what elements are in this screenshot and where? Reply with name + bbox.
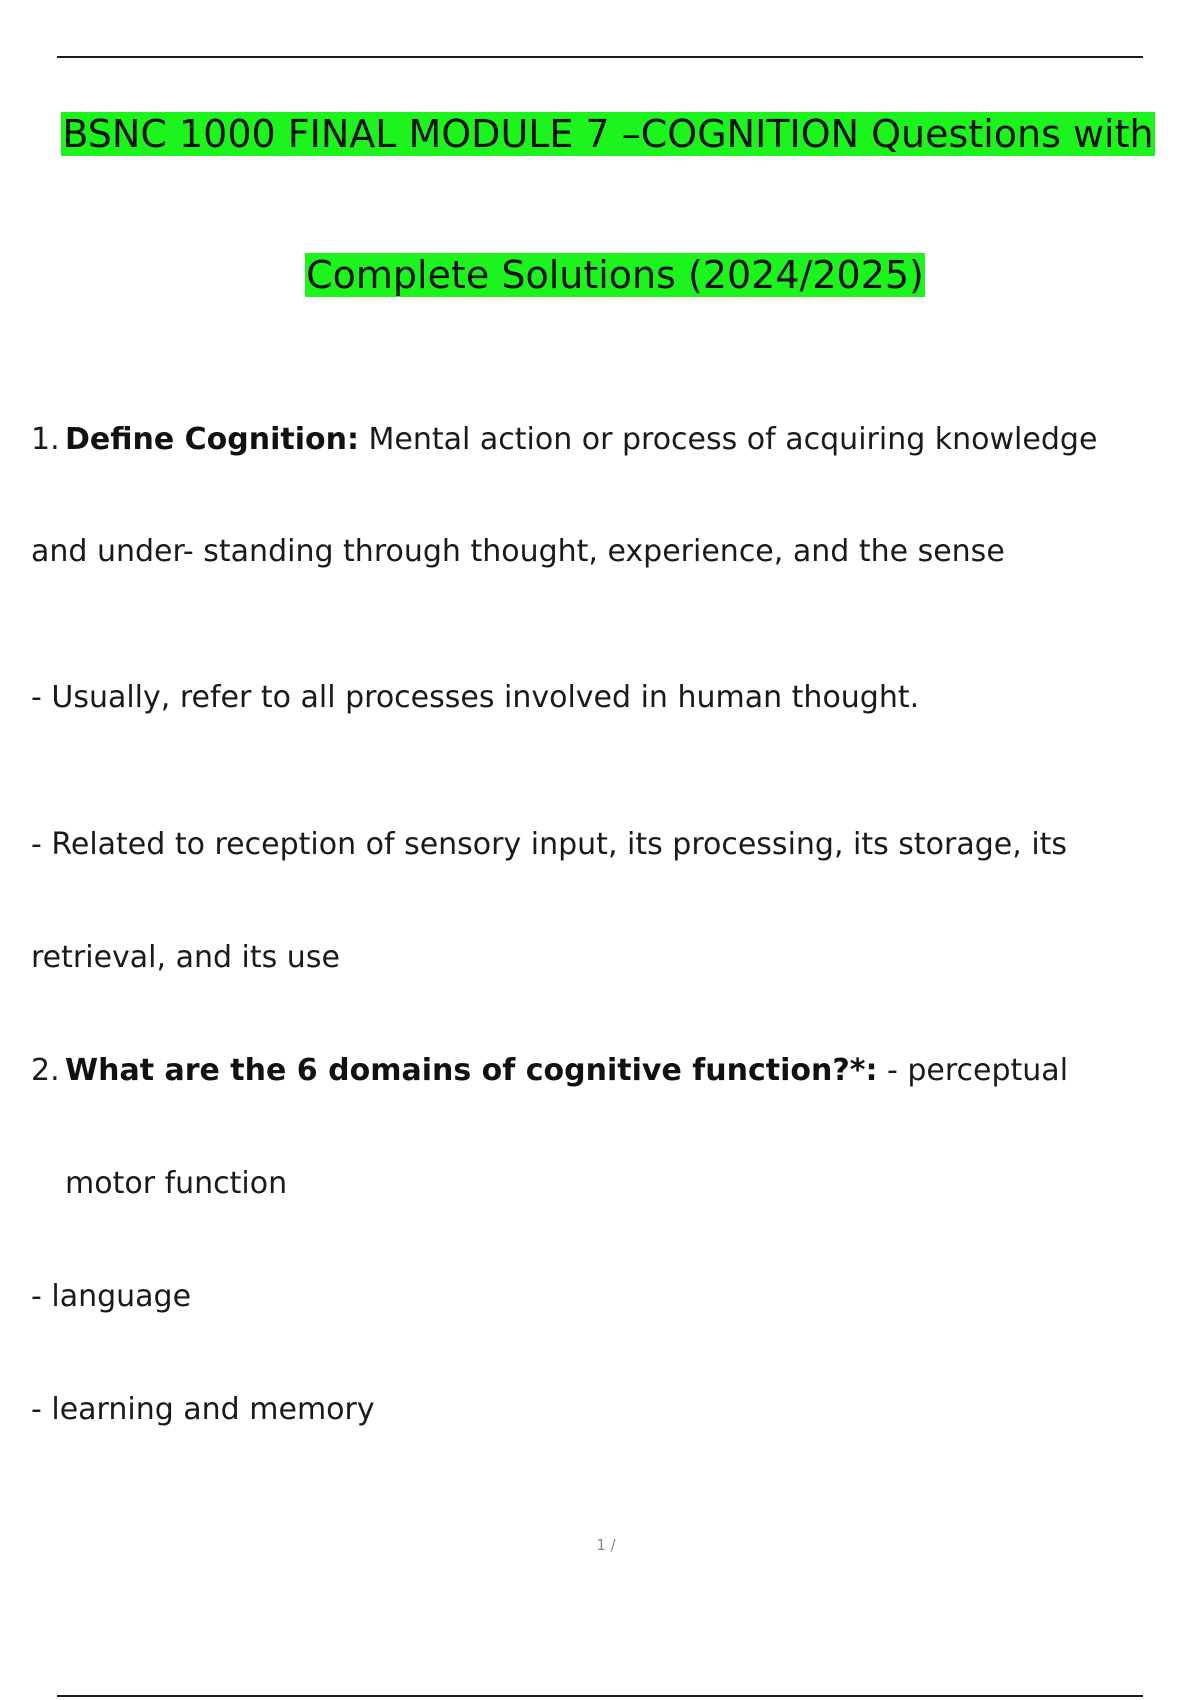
question-1 [31, 420, 1097, 460]
footer-rule [57, 1695, 1143, 1697]
page-number: 1 / [596, 1536, 616, 1554]
answer-continuation: retrieval, and its use [31, 940, 340, 975]
answer-bullet: - learning and memory [31, 1392, 375, 1427]
question-text: What are the 6 domains of cognitive function?*: [65, 1053, 878, 1088]
answer-bullet: - Related to reception of sensory input, its processing, its storage, its [31, 827, 1068, 862]
answer-continuation: motor function [65, 1166, 288, 1201]
answer-text: Mental action or process of acquiring knowledge [358, 422, 1098, 457]
answer-bullet: - Usually, refer to all processes involved in human thought. [31, 680, 920, 715]
answer-text: - perceptual [877, 1053, 1069, 1088]
header-rule [57, 56, 1143, 58]
title-highlight: Complete Solutions (2024/2025) [306, 253, 924, 297]
question-2 [31, 1051, 1068, 1091]
title-highlight: BSNC 1000 FINAL MODULE 7 –COGNITION Questions with [62, 112, 1154, 156]
document-title-line-2 [15, 251, 1200, 299]
document-title-line-1 [8, 110, 1200, 158]
answer-continuation: and under- standing through thought, experience, and the sense [31, 534, 1005, 569]
question-text: Define Cognition: [65, 422, 359, 457]
question-number: 2. [31, 1053, 60, 1088]
answer-bullet: - language [31, 1279, 192, 1314]
question-number: 1. [31, 422, 60, 457]
